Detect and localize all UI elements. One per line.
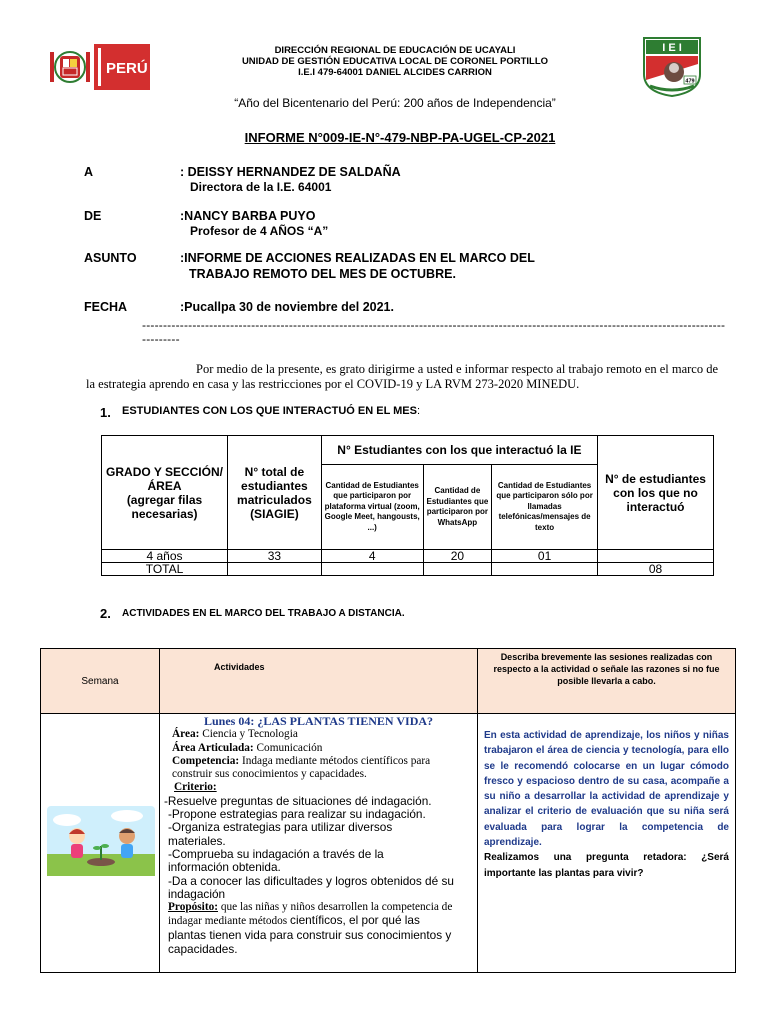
subject-line-1: :INFORME DE ACCIONES REALIZADAS EN EL MARCO DEL [180,251,535,265]
header-actividades: Actividades [160,649,478,714]
subject-label: ASUNTO [84,251,137,265]
proposito-label: Propósito: [168,901,218,914]
kids-planting-illustration [47,806,155,876]
header-total [228,436,322,550]
header-grado-note: (agregar filas necesarias) [126,492,203,521]
header-line-2: UNIDAD DE GESTIÓN EDUCATIVA LOCAL DE CORONEL PORTILLO [241,56,549,67]
week-cell [41,714,160,973]
peru-logo-text: PERÚ [106,60,148,77]
criterio-item: -Resuelve preguntas de situaciones dé indagación. [164,793,432,808]
school-logo-text: I E I [662,42,682,54]
proposito-value-1: que las niñas y niños desarrollen la competencia de indagar mediante métodos [168,901,453,928]
competencia-value: Indaga mediante métodos científicos para construir sus conocimientos y capacidades. [172,754,431,781]
cell-no-interaction [598,550,714,563]
area-articulada-label: Área Articulada: [172,741,254,754]
year-motto: “Año del Bicentenario del Perú: 200 años de Independencia” [234,96,556,110]
date-value: :Pucallpa 30 de noviembre del 2021. [180,300,394,314]
intro-paragraph: Por medio de la presente, es grato dirigirme a usted e informar respecto al trabajo remoto en el marco de la estrategia aprendo en casa y las restricciones por el COVID-19 y LA RVM 273-2020 MINEDU. [86,362,719,391]
area-articulada-line [164,742,473,755]
header-semana: Semana [41,649,160,714]
cell-virtual: 4 [321,550,423,563]
header-total-note: (SIAGIE) [250,506,299,521]
criterio-item: -Organiza estrategias para utilizar diversos materiales. [168,820,393,848]
area-articulada-value: Comunicación [256,741,323,754]
table-row [102,550,714,563]
cell-phone [492,563,598,576]
cell-whatsapp: 20 [423,550,492,563]
competencia-label: Competencia: [172,754,240,767]
proposito-value-2: científicos, el por qué las plantas tienen vida para construir sus conocimientos y capacidades. [168,913,452,957]
area-value: Ciencia y Tecnologia [202,728,298,741]
header-grado-text: GRADO Y SECCIÓN/ÁREA [106,464,223,493]
header-sub-whatsapp: Cantidad de Estudiantes que participaron por WhatsApp [423,465,492,550]
section-2-number: 2. [100,606,111,621]
to-name: : DEISSY HERNANDEZ DE SALDAÑA [180,165,401,179]
area-label: Área: [172,728,200,741]
table-row [102,563,714,576]
header-line-1: DIRECCIÓN REGIONAL DE EDUCACIÓN DE UCAYALI [274,45,516,56]
header-total-text: N° total de estudiantes matriculados [237,464,312,507]
date-label: FECHA [84,300,128,314]
activity-cell [160,714,478,973]
section-1-number: 1. [100,405,111,420]
header-sub-virtual: Cantidad de Estudiantes que participaron por plataforma virtual (zoom, Google Meet, hangousts, ...) [321,465,423,550]
school-logo [640,34,704,98]
header-grado [102,436,228,550]
from-name: :NANCY BARBA PUYO [180,209,316,223]
section-1-title-suffix: : [417,405,421,417]
section-1-title: ESTUDIANTES CON LOS QUE INTERACTUÓ EN EL MES [122,405,417,417]
to-label: A [84,165,94,179]
from-role: Profesor de 4 AÑOS “A” [190,224,329,238]
peru-government-logo [48,44,150,90]
students-table [101,435,714,576]
retadora-question: Realizamos una pregunta retadora: ¿Será importante las plantas para vivir? [484,852,729,879]
description-text: En esta actividad de aprendizaje, los niños y niñas trabajaron el área de ciencia y tecnología, para ello se le recomendó colocarse en un lugar cómodo fresco y espacioso dentro de su casa, acompañe a su niño a desarrollar la actividad de aprendizaje y analizar el criterio de evaluación que su niña será evaluada para lograr la competencia de aprendizaje. [484,730,729,849]
header-no-interaction: N° de estudiantes con los que no interactuó [598,436,714,550]
cell-virtual [321,563,423,576]
cell-phone: 01 [492,550,598,563]
section-2-title: ACTIVIDADES EN EL MARCO DEL TRABAJO A DISTANCIA. [122,608,405,619]
activity-title: Lunes 04: ¿LAS PLANTAS TIENEN VIDA? [203,714,434,728]
section-1-heading [122,405,420,417]
subject-line-2: TRABAJO REMOTO DEL MES DE OCTUBRE. [189,267,456,281]
report-title: INFORME N°009-IE-N°-479-NBP-PA-UGEL-CP-2021 [244,130,556,145]
from-label: DE [84,209,102,223]
description-cell [478,714,736,973]
header-group: N° Estudiantes con los que interactuó la IE [321,436,597,465]
header-describa: Describa brevemente las sesiones realizadas con respecto a la actividad o señale las razones si no fue posible llevarla a cabo. [478,649,736,714]
cell-grado: TOTAL [102,563,228,576]
criterio-item: -Propone estrategias para realizar su indagación. [168,807,426,822]
criterio-label: Criterio: [174,781,217,794]
cell-total: 33 [228,550,322,563]
header-line-3: I.E.I 479-64001 DANIEL ALCIDES CARRION [298,67,492,78]
proposito-line [164,901,473,957]
competencia-line [164,755,473,782]
cell-grado: 4 años [102,550,228,563]
separator-line: ---------------------------------------------------------------------------------------------------------------------------------------------------- [142,318,726,346]
cell-no-interaction: 08 [598,563,714,576]
school-logo-badge: 479 [685,78,695,85]
criterio-item: -Da a conocer las dificultades y logros obtenidos dé su indagación [168,873,454,901]
header-sub-phone: Cantidad de Estudiantes que participaron sólo por llamadas telefónicas/mensajes de texto [492,465,598,550]
cell-whatsapp [423,563,492,576]
criterio-item: -Comprueba su indagación a través de la información obtenida. [168,846,384,875]
to-role: Directora de la I.E. 64001 [190,180,332,194]
cell-total [228,563,322,576]
area-line [164,728,473,741]
activities-table [40,648,736,973]
